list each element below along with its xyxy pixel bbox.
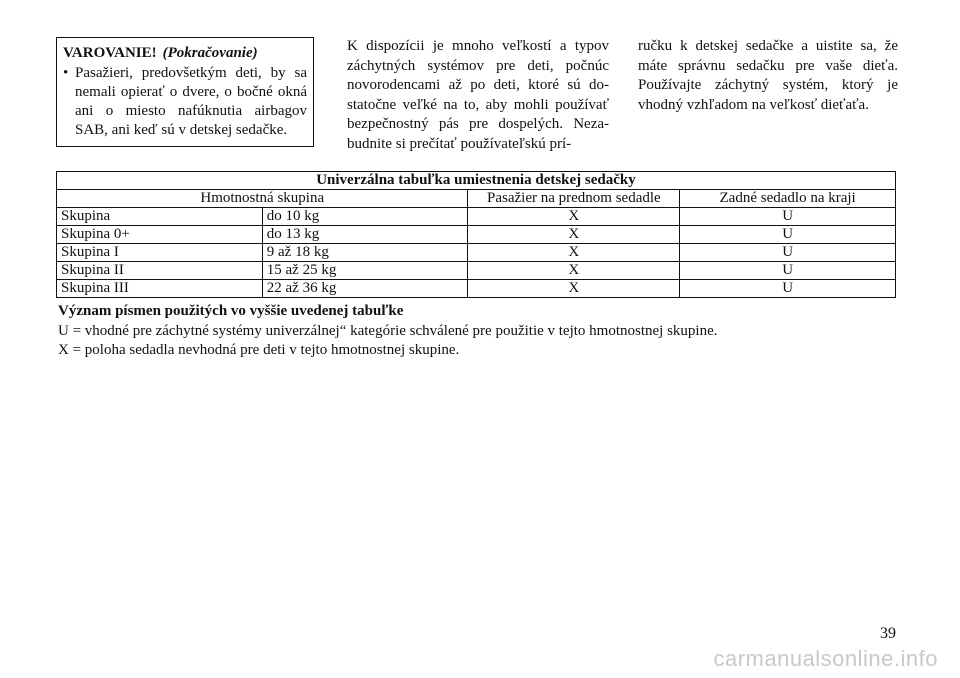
text-column-2: K dispozícii je mnoho veľkostí a typov záchytných systémov pre deti, počnúc novorodencami až po deti, ktoré sú do-statočne veľké na to, aby mohli používať bezpečnostný pás pre dospelých. Neza-budnite si prečítať používateľskú prí- — [347, 38, 609, 152]
cell-rear: U — [680, 262, 896, 280]
cell-front: X — [468, 262, 680, 280]
cell-weight: 15 až 25 kg — [262, 262, 468, 280]
legend-title: Význam písmen použitých vo vyššie uvedenej tabuľke — [58, 303, 404, 319]
cell-front: X — [468, 208, 680, 226]
cell-group: Skupina 0+ — [57, 226, 263, 244]
child-seat-table — [56, 171, 896, 298]
cell-rear: U — [680, 226, 896, 244]
warning-bullet-item — [63, 64, 307, 140]
table-caption: Univerzálna tabuľka umiestnenia detskej sedačky — [57, 172, 896, 190]
cell-group: Skupina II — [57, 262, 263, 280]
cell-weight: 9 až 18 kg — [262, 244, 468, 262]
text-column-3: ručku k detskej sedačke a uistite sa, že máte správnu sedačku pre vaše dieťa. Používajte záchytný systém, ktorý je vhodný vzhľadom na veľkosť dieťaťa. — [638, 38, 898, 113]
cell-group: Skupina I — [57, 244, 263, 262]
bullet-icon: • — [63, 65, 69, 81]
table-row — [57, 208, 896, 226]
watermark: carmanualsonline.info — [713, 646, 938, 671]
cell-front: X — [468, 280, 680, 298]
header-rear-outboard: Zadné sedadlo na kraji — [680, 190, 896, 208]
warning-continuation: (Pokračovanie) — [162, 45, 258, 61]
cell-weight: do 13 kg — [262, 226, 468, 244]
table-row — [57, 280, 896, 298]
warning-header — [63, 44, 307, 63]
cell-rear: U — [680, 208, 896, 226]
table-row — [57, 262, 896, 280]
table-row — [57, 244, 896, 262]
warning-title: VAROVANIE! — [63, 45, 157, 61]
cell-weight: do 10 kg — [262, 208, 468, 226]
cell-front: X — [468, 244, 680, 262]
cell-front: X — [468, 226, 680, 244]
warning-box — [56, 37, 314, 147]
warning-text: Pasažieri, predovšetkým deti, by sa nemali opierať o dvere, o bočné okná ani o miesto nafúknutia airbagov SAB, ani keď sú v detskej sedačke. — [75, 65, 307, 138]
table-header-row — [57, 190, 896, 208]
header-front-passenger: Pasažier na prednom sedadle — [468, 190, 680, 208]
page-number: 39 — [880, 625, 896, 642]
cell-group: Skupina — [57, 208, 263, 226]
cell-rear: U — [680, 280, 896, 298]
legend-line-x: X = poloha sedadla nevhodná pre deti v tejto hmotnostnej skupine. — [58, 342, 460, 358]
header-weight-group: Hmotnostná skupina — [57, 190, 468, 208]
cell-group: Skupina III — [57, 280, 263, 298]
table-row — [57, 226, 896, 244]
cell-weight: 22 až 36 kg — [262, 280, 468, 298]
table-legend — [58, 302, 898, 361]
legend-line-u: U = vhodné pre záchytné systémy univerzálnej“ kategórie schválené pre použitie v tejto hmotnostnej skupine. — [58, 322, 718, 339]
cell-rear: U — [680, 244, 896, 262]
